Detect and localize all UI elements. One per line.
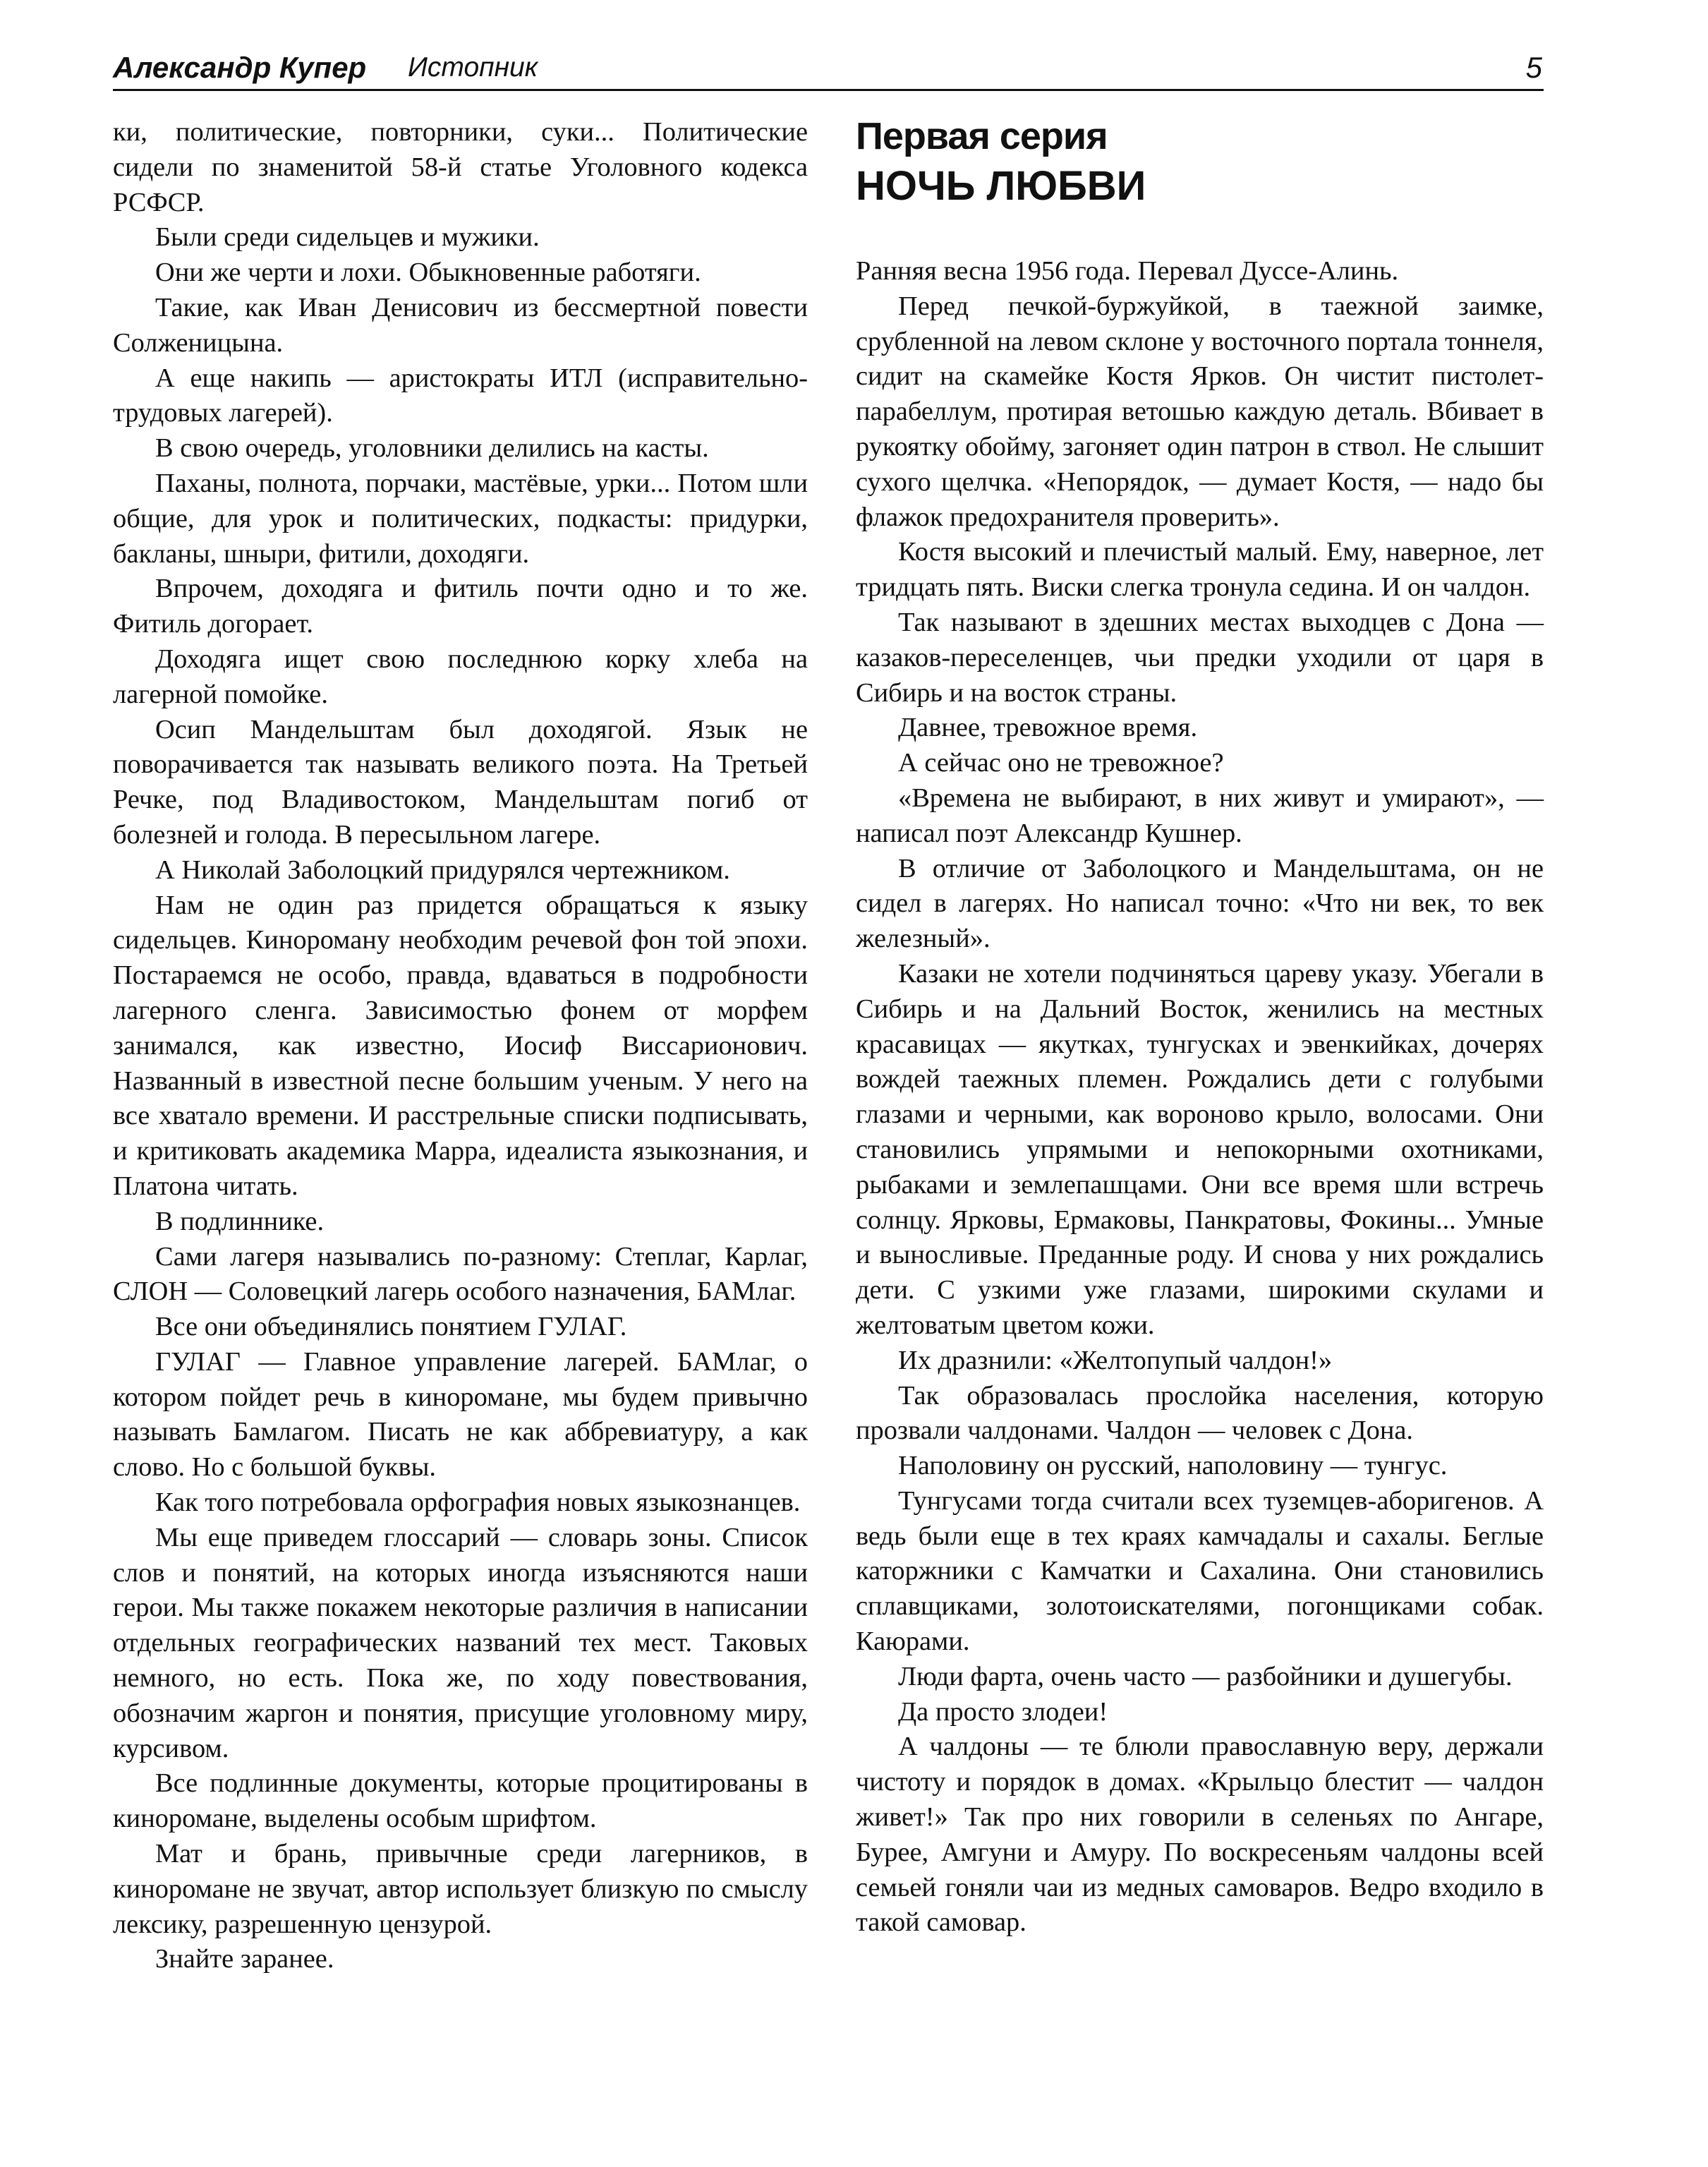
paragraph: В отличие от Заболоцкого и Мандельштама, он не сидел в лагерях. Но написал точно: «Что ни век, то век железный».: [856, 853, 1544, 954]
paragraph: Костя высокий и плечистый малый. Ему, наверное, лет тридцать пять. Виски слегка тронула седина. И он чалдон.: [856, 537, 1544, 603]
running-header: [113, 48, 1544, 91]
header-rubric: Истопник: [408, 52, 538, 83]
paragraph: «Времена не выбирают, в них живут и умирают», — написал поэт Александр Кушнер.: [856, 783, 1544, 848]
paragraph: ГУЛАГ — Главное управление лагерей. БАМлаг, о котором пойдет речь в кинороманe, мы будем привычно называть Бамлагом. Писать не как аббревиатуру, а как слово. Но с большой буквы.: [113, 1346, 808, 1483]
paragraph: Их дразнили: «Желтопупый чалдон!»: [898, 1345, 1333, 1375]
paragraph: Паханы, полнота, порчаки, мастёвые, урки... Потом шли общие, для урок и политических, подкасты: придурки, бакланы, шныри, фитили, доходяги.: [113, 468, 808, 569]
paragraph: Все они объединялись понятием ГУЛАГ.: [155, 1312, 627, 1342]
paragraph: А еще накипь — аристократы ИТЛ (исправительно-трудовых лагерей).: [113, 363, 808, 428]
paragraph: Казаки не хотели подчиняться цареву указу. Убегали в Сибирь и на Дальний Восток, женились на местных красавицах — якутках, тунгусках и эвенкийках, дочерях вождей таежных племен. Рождались дети с голубыми глазами и черными, как вороново крыло, волосами. Они становились упрямыми и непокорными охотниками, рыбаками и землепашцами. Они все время шли встречь солнцу. Ярковы, Ермаковы, Панкратовы, Фокины... Умные и выносливые. Преданные роду. И снова у них рождались дети. С узкими уже глазами, широкими скулами и желтоватым цветом кожи.: [856, 958, 1544, 1340]
right-column: [856, 254, 1544, 1940]
series-title: Первая серия: [856, 115, 1108, 157]
paragraph: Тунгусами тогда считали всех туземцев-аборигенов. А ведь были еще в тех краях камчадалы и сахалы. Беглые каторжники с Камчатки и Сахалина. Они становились сплавщиками, золотоискателями, погонщиками собак. Каюрами.: [856, 1485, 1544, 1657]
paragraph: Да просто злодеи!: [898, 1696, 1108, 1727]
paragraph: Мы еще приведем глоссарий — словарь зоны. Список слов и понятий, на которых иногда изъясняются наши герои. Мы также покажем некоторые различия в написании отдельных географических названий тех мест. Таковых немного, но есть. Пока же, по ходу повествования, обозначим жаргон и понятия, присущие уголовному миру, курсивом.: [113, 1522, 808, 1763]
paragraph: Наполовину он русский, наполовину — тунгус.: [898, 1451, 1448, 1481]
paragraph: Осип Мандельштам был доходягой. Язык не поворачивается так называть великого поэта. На Третьей Речке, под Владивостоком, Мандельштам погиб от болезней и голода. В пересыльном лагере.: [113, 714, 808, 850]
paragraph: Так образовалась прослойка населения, которую прозвали чалдонами. Чалдон — человек с Дона.: [856, 1380, 1544, 1446]
chapter-heading: [856, 113, 1544, 213]
paragraph: В свою очередь, уголовники делились на касты.: [155, 433, 709, 464]
paragraph: Так называют в здешних местах выходцев с Дона — казаков-переселенцев, чьи предки уходили от царя в Сибирь и на восток страны.: [856, 607, 1544, 708]
paragraph: Люди фарта, очень часто — разбойники и душегубы.: [898, 1661, 1513, 1691]
paragraph: Мат и брань, привычные среди лагерников, в кинороманe не звучат, автор использует близкую по смыслу лексику, разрешенную цензурой.: [113, 1839, 808, 1939]
paragraph: Сами лагеря назывались по-разному: Степлаг, Карлаг, СЛОН — Соловецкий лагерь особого назначения, БАМлаг.: [113, 1241, 808, 1307]
paragraph: Нам не один раз придется обращаться к языку сидельцев. Кинороману необходим речевой фон той эпохи. Постараемся не особо, правда, вдаваться в подробности лагерного сленга. Зависимостью фонем от морфем занимался, как известно, Иосиф Виссарионович. Названный в известной песне большим ученым. У него на все хватало времени. И расстрельные списки подписывать, и критиковать академика Марра, идеалиста языкознания, и Платона читать.: [113, 890, 808, 1201]
paragraph: ки, политические, повторники, суки... Политические сидели по знаменитой 58-й статье Уголовного кодекса РСФСР.: [113, 117, 808, 217]
paragraph: А сейчас оно не тревожное?: [898, 748, 1224, 778]
left-column: [113, 115, 808, 1977]
paragraph: Впрочем, доходяга и фитиль почти одно и то же. Фитиль догорает.: [113, 574, 808, 639]
paragraph: Перед печкой-буржуйкой, в таежной заимке, срубленной на левом склоне у восточного портала тоннеля, сидит на скамейке Костя Ярков. Он чистит пистолет-парабеллум, протирая ветошью каждую деталь. Вбивает в рукоятку обойму, загоняет один патрон в ствол. Не слышит сухого щелчка. «Непорядок, — думает Костя, — надо бы флажок предохранителя проверить».: [856, 291, 1544, 532]
paragraph: Такие, как Иван Денисович из бессмертной повести Солженицына.: [113, 292, 808, 358]
header-author: Александр Купер: [113, 51, 367, 84]
chapter-title: НОЧЬ ЛЮБВИ: [856, 163, 1146, 209]
paragraph: Ранняя весна 1956 года. Перевал Дуссе-Алинь.: [856, 256, 1399, 286]
paragraph: В подлиннике.: [155, 1206, 325, 1236]
paragraph: Как того потребовала орфография новых языкознанцев.: [155, 1487, 801, 1518]
paragraph: Были среди сидельцев и мужики.: [155, 222, 540, 253]
paragraph: Доходяга ищет свою последнюю корку хлеба на лагерной помойке.: [113, 644, 808, 709]
paragraph: Они же черти и лохи. Обыкновенные работяги.: [155, 258, 701, 288]
paragraph: Давнее, тревожное время.: [898, 713, 1198, 743]
paragraph: Знайте заранее.: [155, 1944, 334, 1974]
paragraph: Все подлинные документы, которые процитированы в кинороманe, выделены особым шрифтом.: [113, 1768, 808, 1834]
paragraph: А Николай Заболоцкий придурялся чертежником.: [155, 855, 730, 885]
paragraph: А чалдоны — те блюли православную веру, держали чистоту и порядок в домах. «Крыльцо блестит — чалдон живет!» Так про них говорили в селеньях по Ангаре, Бурее, Амгуни и Амуру. По воскресеньям чалдоны всей семьей гоняли чаи из медных самоваров. Ведро входило в такой самовар.: [856, 1732, 1544, 1938]
page-number: 5: [1525, 51, 1542, 84]
